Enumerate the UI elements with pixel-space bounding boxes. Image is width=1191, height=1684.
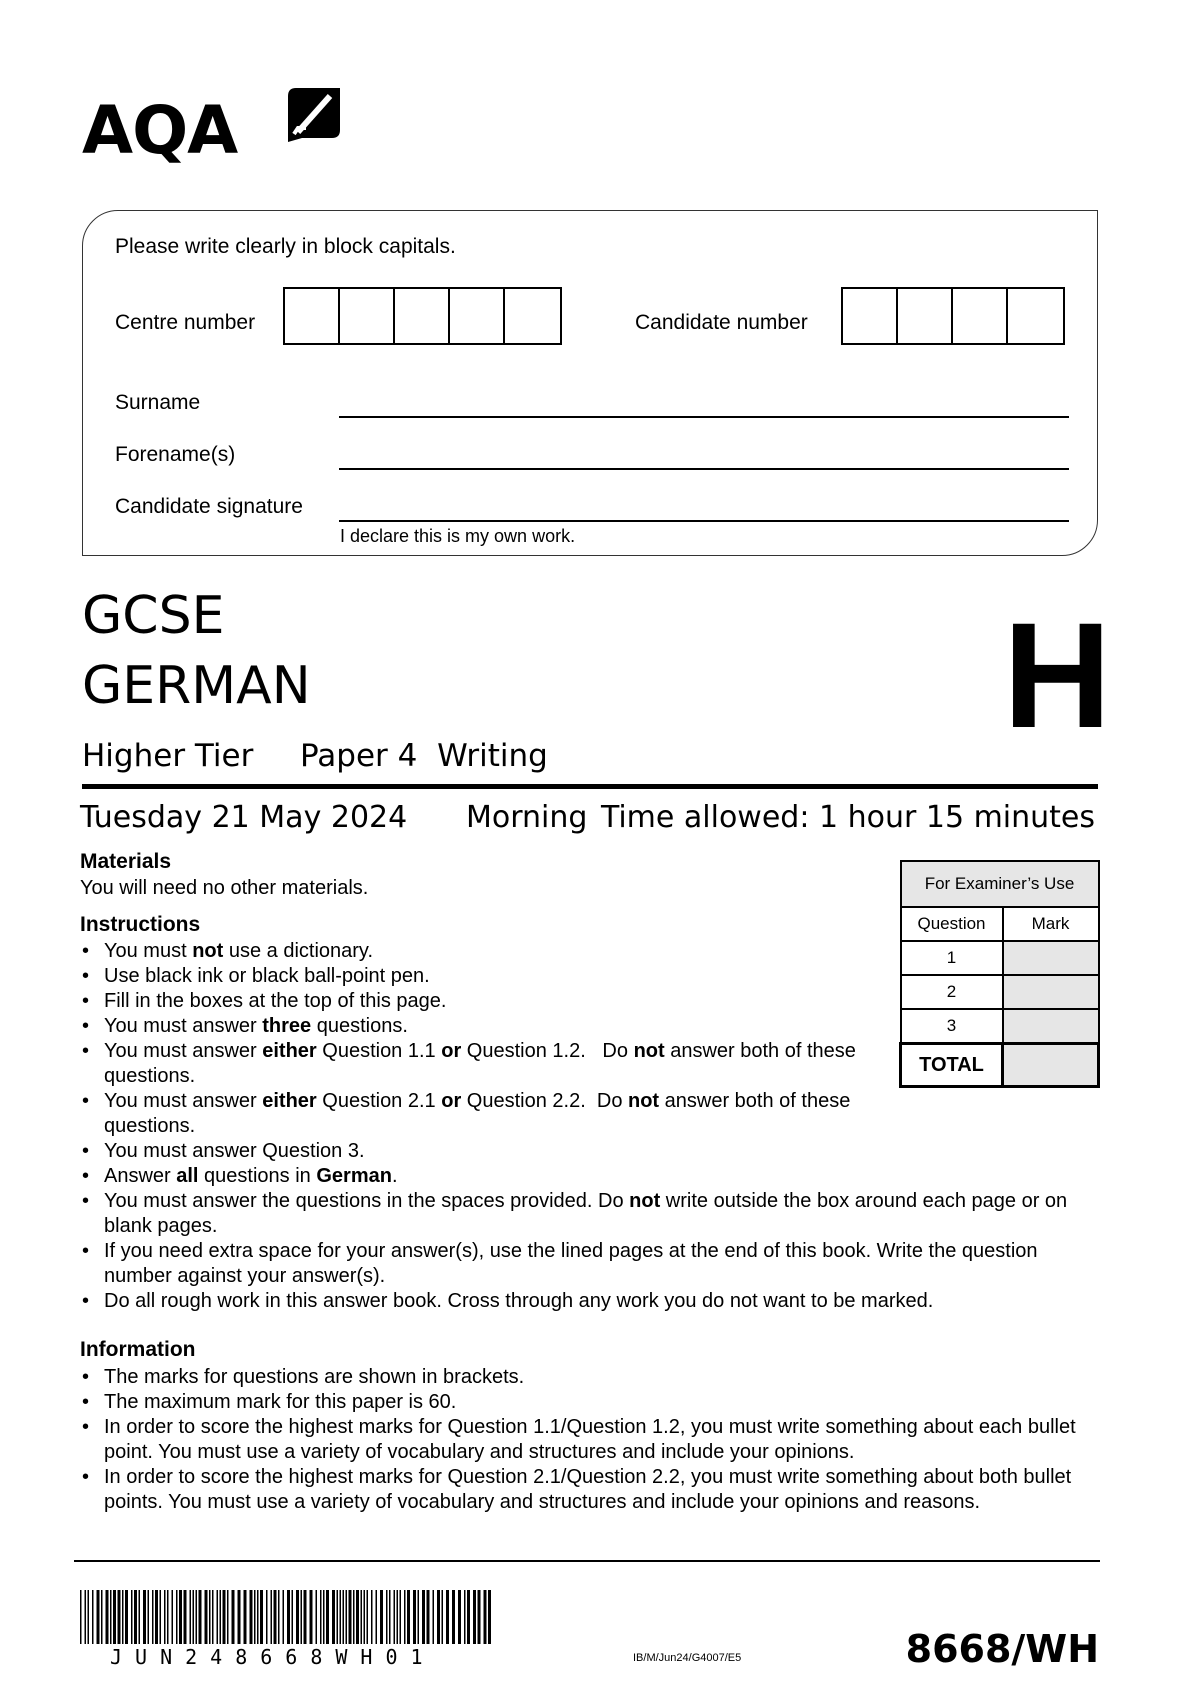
materials-text: You will need no other materials.	[80, 877, 369, 899]
list-item: • Answer all questions in German.	[80, 1164, 1090, 1189]
table-row	[901, 1044, 1099, 1087]
mark-cell[interactable]	[1003, 941, 1099, 975]
mark-cell[interactable]	[1003, 975, 1099, 1009]
question-number: 3	[901, 1009, 1003, 1044]
examiner-table-heading: For Examiner’s Use	[901, 861, 1099, 907]
candidate-digit-box[interactable]	[843, 289, 898, 343]
aqa-logo	[82, 84, 342, 184]
tier-letter: H	[1003, 591, 1112, 759]
examiner-use-table	[899, 860, 1100, 1088]
surname-line[interactable]	[339, 416, 1069, 418]
information-heading: Information	[80, 1338, 196, 1361]
question-number: 2	[901, 975, 1003, 1009]
qualification-title: GCSE	[82, 586, 225, 646]
centre-digit-box[interactable]	[395, 289, 450, 343]
paper-code: 8668/WH	[905, 1627, 1099, 1671]
barcode-text: JUN248668WH01	[110, 1645, 436, 1669]
list-item: • The maximum mark for this paper is 60.	[80, 1390, 1090, 1415]
paper-label: Paper 4 Writing	[300, 738, 548, 774]
time-allowed: Time allowed: 1 hour 15 minutes	[600, 800, 1095, 835]
centre-digit-box[interactable]	[505, 289, 560, 343]
question-column-header: Question	[901, 907, 1003, 941]
list-item: • In order to score the highest marks for Question 2.1/Question 2.2, you must write something about both bullet points. You must use a variety of vocabulary and structures and include your opinions and reasons.	[80, 1465, 1104, 1515]
information-list	[80, 1365, 1090, 1515]
list-item: • You must answer three questions.	[80, 1014, 1090, 1039]
candidate-digit-box[interactable]	[1008, 289, 1063, 343]
exam-date: Tuesday 21 May 2024	[80, 800, 408, 835]
centre-number-boxes[interactable]	[283, 287, 562, 345]
logo-text: AQA	[82, 92, 238, 169]
block-capitals-instruction: Please write clearly in block capitals.	[115, 235, 456, 258]
signature-label: Candidate signature	[115, 495, 303, 518]
instructions-heading: Instructions	[80, 913, 201, 936]
forename-line[interactable]	[339, 468, 1069, 470]
centre-digit-box[interactable]	[285, 289, 340, 343]
candidate-number-boxes[interactable]	[841, 287, 1065, 345]
mark-column-header: Mark	[1003, 907, 1099, 941]
list-item: • Fill in the boxes at the top of this page.	[80, 989, 1090, 1014]
list-item: • You must answer either Question 1.1 or Question 1.2. Do not answer both of these questions.	[80, 1039, 864, 1089]
list-item: • You must answer either Question 2.1 or Question 2.2. Do not answer both of these questions.	[80, 1089, 864, 1139]
surname-label: Surname	[115, 391, 201, 414]
mark-cell[interactable]	[1003, 1009, 1099, 1044]
logo-leaf-icon	[284, 84, 344, 144]
list-item: • You must not use a dictionary.	[80, 939, 1090, 964]
list-item: • Do all rough work in this answer book. Cross through any work you do not want to be marked.	[80, 1289, 1090, 1314]
subject-title: GERMAN	[82, 656, 311, 716]
forename-label: Forename(s)	[115, 443, 236, 466]
list-item: • You must answer Question 3.	[80, 1139, 1090, 1164]
tier-label: Higher Tier	[82, 738, 254, 774]
total-mark-cell[interactable]	[1003, 1044, 1099, 1087]
signature-line[interactable]	[339, 520, 1069, 522]
footer-divider	[74, 1560, 1100, 1562]
list-item: • If you need extra space for your answer(s), use the lined pages at the end of this book. Write the question number against your answer(s).	[80, 1239, 1064, 1289]
question-number: 1	[901, 941, 1003, 975]
centre-digit-box[interactable]	[340, 289, 395, 343]
list-item: • Use black ink or black ball-point pen.	[80, 964, 1090, 989]
list-item: • In order to score the highest marks for Question 1.1/Question 1.2, you must write something about each bullet point. You must use a variety of vocabulary and structures and include your opinions.	[80, 1415, 1104, 1465]
materials-heading: Materials	[80, 850, 172, 873]
candidate-digit-box[interactable]	[898, 289, 953, 343]
reference-code: IB/M/Jun24/G4007/E5	[633, 1652, 742, 1664]
exam-session: Morning	[466, 800, 588, 835]
table-row	[901, 975, 1099, 1009]
candidate-digit-box[interactable]	[953, 289, 1008, 343]
candidate-details-box	[82, 210, 1098, 556]
centre-number-label: Centre number	[115, 311, 256, 334]
total-label: TOTAL	[901, 1044, 1003, 1087]
declaration-text: I declare this is my own work.	[340, 526, 576, 546]
centre-digit-box[interactable]	[450, 289, 505, 343]
table-row	[901, 941, 1099, 975]
title-divider	[82, 784, 1098, 789]
list-item: • You must answer the questions in the spaces provided. Do not write outside the box around each page or on blank pages.	[80, 1189, 1104, 1239]
table-row	[901, 1009, 1099, 1044]
candidate-number-label: Candidate number	[635, 311, 808, 334]
list-item: • The marks for questions are shown in brackets.	[80, 1365, 1090, 1390]
barcode	[80, 1590, 492, 1644]
